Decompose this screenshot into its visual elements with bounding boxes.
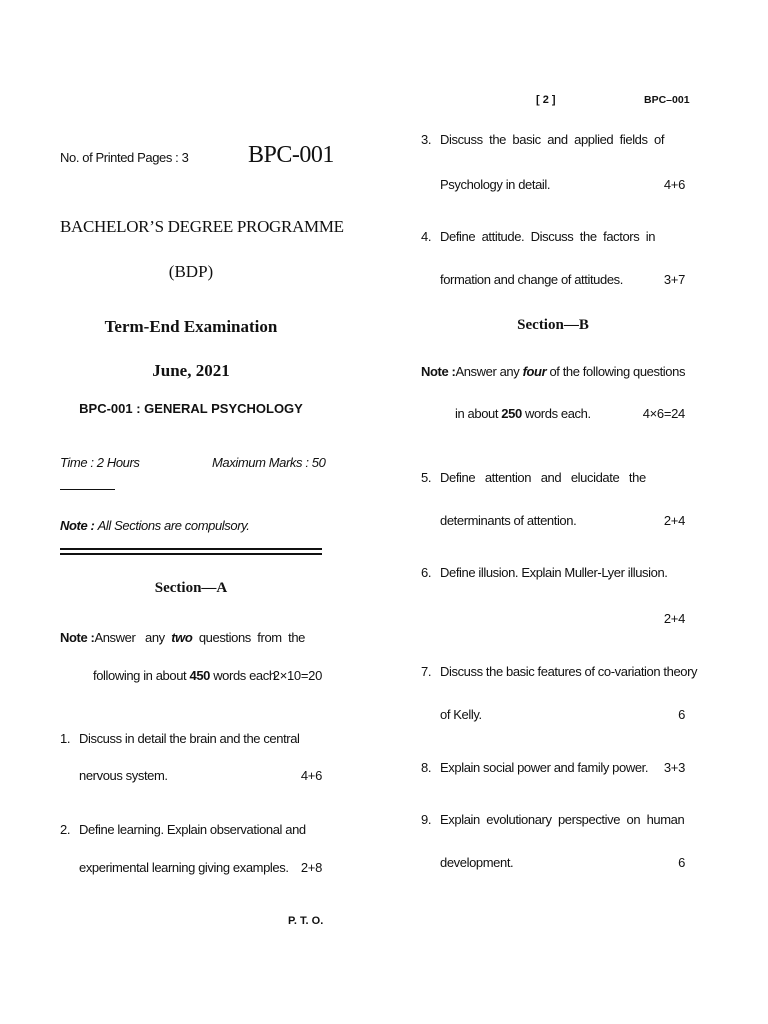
section-b-note-text-2: of the following questions: [546, 364, 686, 379]
q2-line2: experimental learning giving examples.: [79, 860, 289, 875]
section-a-note-line1: [60, 630, 322, 645]
q4-number: 4.: [421, 229, 432, 244]
q4-line1: Define attitude. Discuss the factors in: [440, 229, 656, 244]
q5-number: 5.: [421, 470, 432, 485]
time-label: Time : 2 Hours: [60, 455, 140, 470]
q2-line1: Define learning. Explain observational and: [79, 822, 306, 837]
course-code-header: BPC-001: [248, 142, 334, 168]
q6-number: 6.: [421, 565, 432, 580]
q7-marks: 6: [678, 707, 685, 722]
q2-number: 2.: [60, 822, 71, 837]
section-a-note-label: Note :: [60, 630, 95, 645]
section-a-note-text-1: Answer any: [94, 630, 172, 645]
max-marks-label: Maximum Marks : 50: [212, 455, 326, 470]
page-number: [ 2 ]: [536, 94, 556, 106]
q6-line1: Define illusion. Explain Muller-Lyer illusion.: [440, 565, 668, 580]
course-code-small: BPC–001: [644, 94, 690, 106]
section-a-note-words: 450: [189, 668, 210, 683]
printed-pages: No. of Printed Pages : 3: [60, 150, 189, 165]
exam-date: June, 2021: [152, 361, 230, 380]
q8-marks: 3+3: [663, 760, 685, 775]
exam-title: Term-End Examination: [104, 317, 278, 336]
section-a-note-text-3: following in about: [93, 668, 190, 683]
q3-marks: 4+6: [663, 177, 685, 192]
q3-number: 3.: [421, 132, 432, 147]
section-b-note-text-4: words each.: [521, 406, 591, 421]
section-b-heading: Section—B: [517, 317, 589, 333]
section-a-note-line2: [93, 668, 279, 683]
section-a-heading: Section—A: [154, 580, 228, 596]
q6-marks: 2+4: [663, 611, 685, 626]
q8-number: 8.: [421, 760, 432, 775]
q5-marks: 2+4: [663, 513, 685, 528]
section-a-note-text-2: questions from the: [192, 630, 305, 645]
section-b-note-label: Note :: [421, 364, 456, 379]
q7-line2: of Kelly.: [440, 707, 482, 722]
section-b-note-line1: [421, 364, 685, 379]
q1-number: 1.: [60, 731, 71, 746]
q4-line2: formation and change of attitudes.: [440, 272, 623, 287]
short-rule: [60, 489, 115, 490]
q9-line1: Explain evolutionary perspective on human: [440, 812, 685, 827]
q7-line1: Discuss the basic features of co-variation theory: [440, 664, 698, 679]
q9-number: 9.: [421, 812, 432, 827]
section-b-note-line2: [455, 406, 591, 421]
q1-line2: nervous system.: [79, 768, 168, 783]
course-title: BPC-001 : GENERAL PSYCHOLOGY: [79, 401, 303, 416]
q7-number: 7.: [421, 664, 432, 679]
q8-line1: Explain social power and family power.: [440, 760, 649, 775]
general-note-label: Note :: [60, 518, 95, 533]
double-rule-top: [60, 548, 322, 550]
q3-line2: Psychology in detail.: [440, 177, 551, 192]
q5-line2: determinants of attention.: [440, 513, 577, 528]
section-a-note-text-4: words each.: [209, 668, 279, 683]
section-b-marks: 4×6=24: [642, 406, 685, 421]
q2-marks: 2+8: [300, 860, 322, 875]
programme-abbr: (BDP): [168, 262, 214, 281]
section-b-note-words: 250: [501, 406, 522, 421]
section-b-note-emph: four: [522, 364, 547, 379]
general-note-text: All Sections are compulsory.: [97, 518, 250, 533]
q9-line2: development.: [440, 855, 514, 870]
q9-marks: 6: [678, 855, 685, 870]
section-b-note-text-1: Answer any: [455, 364, 523, 379]
q1-line1: Discuss in detail the brain and the central: [79, 731, 300, 746]
q4-marks: 3+7: [663, 272, 685, 287]
section-b-note-text-3: in about: [455, 406, 502, 421]
q5-line1: Define attention and elucidate the: [440, 470, 646, 485]
general-note: [60, 518, 250, 533]
q3-line1: Discuss the basic and applied fields of: [440, 132, 665, 147]
section-a-note-emph: two: [171, 630, 193, 645]
double-rule-bottom: [60, 553, 322, 555]
programme-title: BACHELOR’S DEGREE PROGRAMME: [60, 217, 344, 236]
section-a-marks: 2×10=20: [272, 668, 322, 683]
pto-label: P. T. O.: [288, 915, 324, 927]
q1-marks: 4+6: [300, 768, 322, 783]
